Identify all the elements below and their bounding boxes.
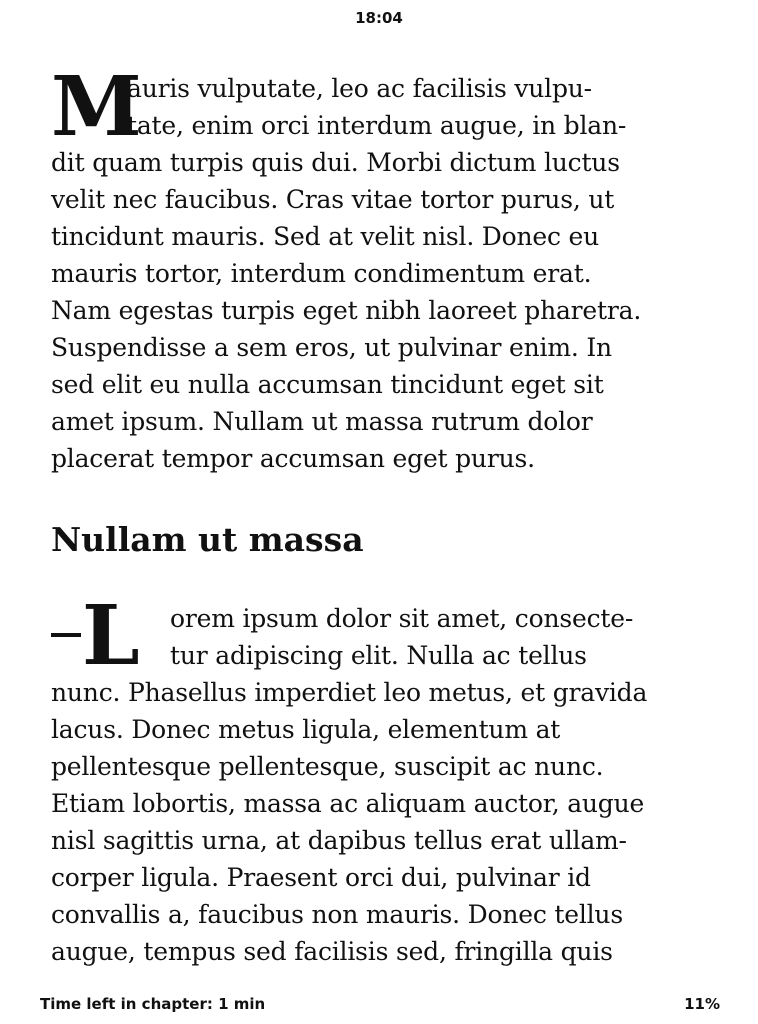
text-line: lacus. Donec metus ligula, elementum at — [51, 715, 561, 744]
section-heading: Nullam ut massa — [51, 520, 364, 559]
text-line: tur adipiscing elit. Nulla ac tellus — [170, 641, 587, 670]
text-line: nisl sagittis urna, at dapibus tellus erat ullam- — [51, 826, 627, 855]
paragraph-1 — [51, 59, 721, 477]
text-line: orem ipsum dolor sit amet, consecte- — [170, 604, 634, 633]
time-left-in-chapter[interactable]: Time left in chapter: 1 min — [40, 995, 266, 1013]
text-line: Etiam lobortis, massa ac aliquam auctor, augue — [51, 789, 645, 818]
dash-ornament — [51, 633, 81, 637]
reading-content[interactable] — [51, 59, 721, 970]
paragraph-2 — [51, 588, 721, 970]
dropcap-letter: L — [82, 588, 140, 684]
text-line: tincidunt mauris. Sed at velit nisl. Donec eu — [51, 222, 600, 251]
reading-progress-percent[interactable]: 11% — [684, 995, 720, 1013]
text-line: Nam egestas turpis eget nibh laoreet pharetra. — [51, 296, 642, 325]
text-line: mauris tortor, interdum condimentum erat. — [51, 259, 592, 288]
text-line: augue, tempus sed facilisis sed, fringilla quis — [51, 937, 613, 966]
text-line: Suspendisse a sem eros, ut pulvinar enim. In — [51, 333, 612, 362]
text-line: pellentesque pellentesque, suscipit ac nunc. — [51, 752, 604, 781]
status-clock: 18:04 — [355, 9, 403, 27]
text-line: placerat tempor accumsan eget purus. — [51, 444, 535, 473]
text-line: velit nec faucibus. Cras vitae tortor purus, ut — [51, 185, 615, 214]
text-line: sed elit eu nulla accumsan tincidunt eget sit — [51, 370, 604, 399]
text-line: corper ligula. Praesent orci dui, pulvinar id — [51, 863, 591, 892]
dropcap-letter: M — [51, 59, 140, 155]
text-line: convallis a, faucibus non mauris. Donec tellus — [51, 900, 623, 929]
text-line: dit quam turpis quis dui. Morbi dictum luctus — [51, 148, 620, 177]
text-line: auris vulputate, leo ac facilisis vulpu- — [127, 74, 592, 103]
text-line: amet ipsum. Nullam ut massa rutrum dolor — [51, 407, 593, 436]
text-line: tate, enim orci interdum augue, in blan- — [127, 111, 627, 140]
text-line: nunc. Phasellus imperdiet leo metus, et gravida — [51, 678, 648, 707]
